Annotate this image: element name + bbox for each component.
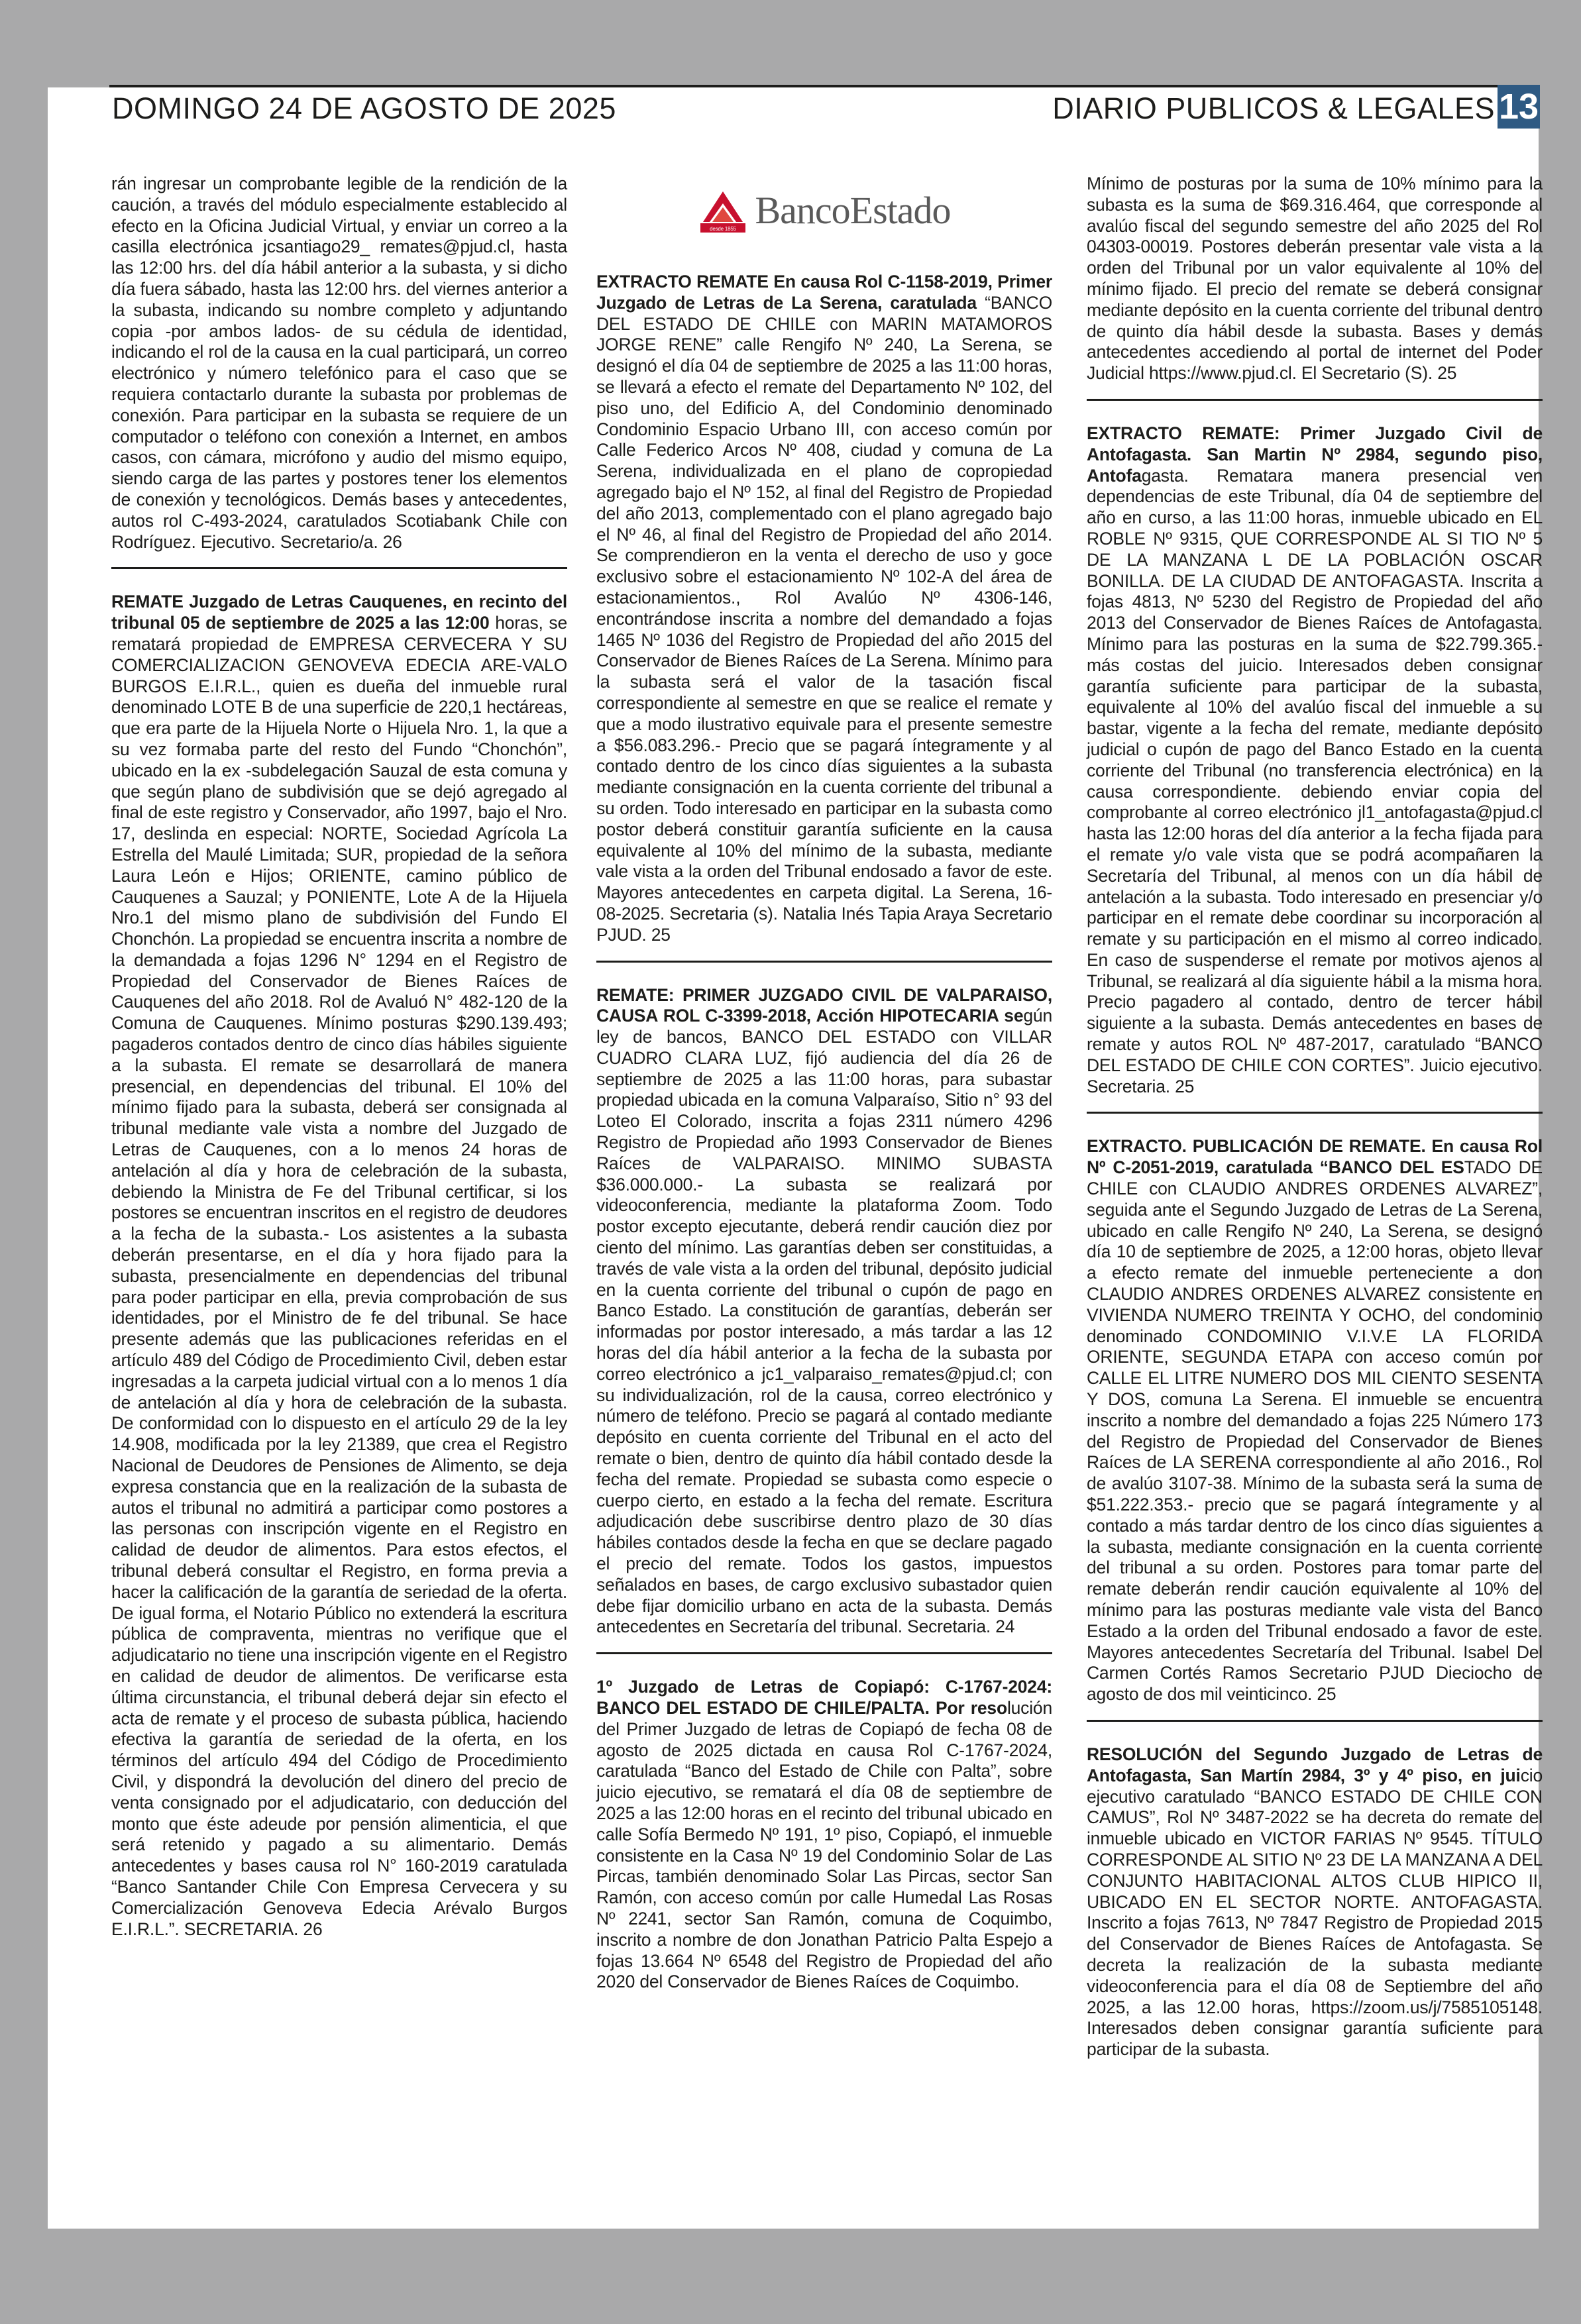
notice-body: lución del Primer Juzgado de letras de Copiapó de fecha 08 de agosto de 2025 dictada en causa Rol C-1767-2024, caratulada “Banco del Estado de Chile con Palta”, sobre juicio ejecutivo, se rematará el día 08 de septiembre de 2025 a las 12:00 horas en el recinto del tribunal ubicado en calle Sofía Bermedo Nº 191, 1º piso, Copiapó, el inmueble consistente en la Casa Nº 19 del Condominio Solar de Las Pircas, también denominado Solar Las Pircas, sector San Ramón, con acceso común por calle Humedal Las Rosas Nº 2241, sector San Ramón, comuna de Coquimbo, inscrito a nombre de don Jonathan Patricio Palta Espejo a fojas 13.664 Nº 6548 del Registro de Propiedad del año 2020 del Conservador de Bienes Raíces de Coquimbo. <box>596 1698 1052 1992</box>
notice-heading: RESOLUCIÓN del Segundo Juzgado de Letras de Antofagasta, San Martín 2984, 3º y 4º piso, en jui <box>1087 1744 1543 1785</box>
notice-antofagasta-1 <box>1087 423 1543 1114</box>
notice-body: gasta. Rematara manera presencial ven dependencias de este Tribunal, día 04 de septiembre del año en curso, a las 11:00 horas, inmueble ubicado en EL ROBLE Nº 9315, QUE CORRESPONDE AL SI TIO Nº 5 DE LA MANZANA L DE LA POBLACIÓN OSCAR BONILLA. DE LA CIUDAD DE ANTOFAGASTA. Inscrita a fojas 4813, Nº 5230 del Registro de Propiedad del año 2013 del Conservador de Bienes Raíces de Antofagasta. Mínimo para las posturas en la suma de $22.799.365.- más costas del juicio. Interesados deben consignar garantía suficiente para participar de la subasta, equivalente al 10% del avalúo fiscal del inmueble a su bastar, vigente a la fecha del remate, mediante depósito judicial o cupón de pago del Banco Estado en la cuenta corriente del Tribunal (no transferencia electrónica) en la causa correspondiente. debiendo enviar copia del comprobante al correo electrónico jl1_antofagasta@pjud.cl hasta las 12:00 horas del día anterior a la fecha fijada para el remate y/o vale vista que se podrá acompañaren la Secretaría del Tribunal, al menos con un día hábil de antelación a la subasta. Todo interesado en presenciar y/o participar en el remate debe coordinar su incorporación al remate y su participación en el mismo al correo indicado. En caso de suspenderse el remate por motivos ajenos al Tribunal, se realizará al día siguiente hábil a la misma hora. Precio pagadero al contado, dentro de tercer hábil siguiente a la subasta. Demás antecedentes en bases de remate y autos ROL Nº 487-2017, caratulado “BANCO DEL ESTADO DE CHILE CON CORTES”. Juicio ejecutivo. Secretaria. 25 <box>1087 465 1543 1096</box>
notice-antofagasta-2 <box>1087 1744 1543 2075</box>
notice-valparaiso <box>596 985 1052 1655</box>
notice-heading: REMATE Juzgado de Letras Cauquenes, en recinto del tribunal 05 de septiembre de 2025 a las 12:00 <box>111 592 567 633</box>
bancoestado-logo-icon <box>698 184 748 238</box>
notice-heading: REMATE: PRIMER JUZGADO CIVIL DE VALPARAISO, CAUSA ROL C-3399-2018, Acción HIPOTECARIA se <box>596 984 1052 1026</box>
column-3 <box>1087 174 1543 2097</box>
notice-body: horas, se rematará propiedad de EMPRESA CERVECERA Y SU COMERCIALIZACION GENOVEVA EDECIA ARE-VALO BURGOS E.I.R.L., quien es dueña del inmueble rural denominado LOTE B de una superficie de 220,1 hectáreas, que era parte de la Hijuela Norte o Hijuela Nro. 1, la que a su vez formaba parte del resto del Fundo “Chonchón”, ubicado en la ex -subdelegación Sauzal de esta comuna y que según plano de subdivisión que se dejó agregado al final de este registro y Conservador, año 1997, bajo el Nro. 17, deslinda en especial: NORTE, Sociedad Agrícola La Estrella del Maulé Limitada; SUR, propiedad de la señora Laura León e Hijos; ORIENTE, camino público de Cauquenes a Sauzal; y PONIENTE, Lote A de la Hijuela Nro.1 del mismo plano de subdivisión del Fundo El Chonchón. La propiedad se encuentra inscrita a nombre de la demandada a fojas 1296 N° 1294 en el Registro de Propiedad del Conservador de Bienes Raíces de Cauquenes del año 2018. Rol de Avaluó N° 482-120 de la Comuna de Cauquenes. Mínimo posturas $290.139.493; pagaderos contados dentro de cinco días hábiles siguiente a la subasta. El remate se desarrollará de manera presencial, en dependencias del tribunal. El 10% del mínimo fijado para la subasta, deberá ser consignada al tribunal mediante vale vista a nombre del Juzgado de Letras de Cauquenes, con a lo menos 24 horas de antelación al día y hora de celebración de la subasta, debiendo la Ministra de Fe del Tribunal certificar, si los postores se encuentran inscritos en el registro de deudores a la fecha de la subasta.- Los asistentes a la subasta deberán presentarse, en el día y hora fijado para la subasta, presencialmente en dependencias del tribunal para poder participar en ella, previa comprobación de sus identidades, por el Ministro de fe del tribunal. Se hace presente además que las publicaciones referidas en el artículo 489 del Código de Procedimiento Civil, deben estar ingresadas a la carpeta judicial virtual con a lo menos 1 día de antelación al día y hora de celebración de la subasta. De conformidad con lo dispuesto en el artículo 29 de la ley 14.908, modificada por la ley 21389, que crea el Registro Nacional de Deudores de Pensiones de Alimento, se deja expresa constancia que en la realización de la subasta de autos el tribunal no admitirá a participar como postores a las personas con inscripción vigente en el Registro en calidad de deudor de alimentos. Para estos efectos, el tribunal deberá consultar el Registro, en forma previa a hacer la calificación de la garantía de seriedad de la oferta. De igual forma, el Notario Público no extenderá la escritura pública de compraventa, mientras no verifique que el adjudicatario no tiene una inscripción vigente en el Registro en calidad de deudor de alimentos. De verificarse esta última circunstancia, el tribunal deberá dejar sin efecto el acta de remate y el proceso de subasta pública, haciendo efectiva la garantía de seriedad de la oferta, en los términos del artículo 494 del Código de Procedimiento Civil, y dispondrá la devolución del dinero del precio de venta consignado por el adjudicatario, con deducción del monto que éste adeude por pensión alimenticia, el que será retenido y pagado a su alimentario. Demás antecedentes y bases causa rol N° 160-2019 caratulada “Banco Santander Chile Con Empresa Cervecera y su Comercialización Genoveva Edecia Arévalo Burgos E.I.R.L.”. SECRETARIA. 26 <box>111 613 567 1939</box>
notice-continuation <box>1087 174 1543 401</box>
notice-heading: 1º Juzgado de Letras de Copiapó: C-1767-2024: BANCO DEL ESTADO DE CHILE/PALTA. Por reso <box>596 1677 1052 1718</box>
notice-body: “BANCO DEL ESTADO DE CHILE con MARIN MATAMOROS JORGE RENE” calle Rengifo Nº 240, La Serena, se designó el día 04 de septiembre de 2025 a las 11:00 horas, se llevará a efecto el remate del Departamento Nº 102, del piso uno, del Edificio A, del Condominio denominado Condominio Espacio Urbano III, con acceso común por Calle Federico Arcos Nº 408, ciudad y comuna de La Serena, individualizada en el plano de copropiedad agregado bajo el Nº 152, al final del Registro de Propiedad del año 2013, complementado con el plano agregado bajo el Nº 46, al final del Registro de Propiedad del año 2014. Se comprendieron en la venta el derecho de uso y goce exclusivo sobre el estacionamiento Nº 102-A del área de estacionamientos., Rol Avalúo Nº 4306-146, encontrándose inscrita a nombre del demandado a fojas 1465 Nº 1036 del Registro de Propiedad del año 2015 del Conservador de Bienes Raíces de La Serena. Mínimo para la subasta será el valor de la tasación fiscal correspondiente al semestre en que se realice el remate y que a modo ilustrativo equivale para el presente semestre a $56.083.296.- Precio que se pagará íntegramente y al contado dentro de los cinco días siguientes a la subasta mediante consignación en la cuenta corriente del tribunal a su orden. Todo interesado en participar en la subasta como postor deberá constituir garantía suficiente en la causa equivalente al 10% del mínimo de la subasta, mediante vale vista a la orden del Tribunal endosado a favor de este. Mayores antecedentes en carpeta digital. La Serena, 16-08-2025. Secretaria (s). Natalia Inés Tapia Araya Secretario PJUD. 25 <box>596 292 1052 945</box>
notice-body: Mínimo de posturas por la suma de 10% mínimo para la subasta es la suma de $69.316.464, que corresponde al avalúo fiscal del segundo semestre del año 2025 del Rol 04303-00019. Postores deberán presentar vale vista a la orden del Tribunal por un valor equivalente al 10% del mínimo fijado. El precio del remate se deberá consignar mediante depósito en la cuenta corriente del tribunal dentro de quinto día hábil desde la subasta. Bases y demás antecedentes accediendo al portal de internet del Poder Judicial https://www.pjud.cl. El Secretario (S). 25 <box>1087 174 1543 384</box>
notice-la-serena-1 <box>596 272 1052 963</box>
notice-heading: EXTRACTO REMATE En causa Rol C-1158-2019, Primer Juzgado de Letras de La Serena, caratulada <box>596 272 1052 313</box>
logo-tagline: desde 1855 <box>710 226 737 232</box>
notice-body: gún ley de bancos, BANCO DEL ESTADO con VILLAR CUADRO CLARA LUZ, fijó audiencia del día 26 de septiembre de 2025 a las 11:00 horas, para subastar propiedad ubicada en la comuna Valparaíso, Sitio n° 93 del Loteo El Colorado, inscrita a fojas 2311 número 4296 Registro de Propiedad año 1993 Conservador de Bienes Raíces de VALPARAISO. MINIMO SUBASTA $36.000.000.- La subasta se realizará por videoconferencia, mediante la plataforma Zoom. Todo postor excepto ejecutante, deberá rendir caución diez por ciento del mínimo. Las garantías deben ser constituidas, a través de vale vista a la orden del tribunal, depósito judicial en la cuenta corriente del tribunal o cupón de pago en Banco Estado. La constitución de garantías, deberán ser informadas por postor interesado, a más tardar a las 12 horas del día hábil anterior a la fecha de la subasta por correo electrónico a jc1_valparaiso_remates@pjud.cl; con su individualización, rol de la causa, correo electrónico y número de teléfono. Precio se pagará al contado mediante depósito en cuenta corriente del Tribunal en el acto del remate o bien, dentro de quinto día hábil contado desde la fecha del remate. Propiedad se subasta como especie o cuerpo cierto, en estado a la fecha del remate. Escritura adjudicación debe suscribirse dentro plazo de 30 días hábiles contados desde la fecha en que se declare pagado el precio del remate. Todos los gastos, impuestos señalados en bases, de cargo exclusivo subastador quien debe fijar domicilio urbano en acta de la subasta. Demás antecedentes en Secretaría del tribunal. Secretaria. 24 <box>596 1006 1052 1637</box>
notice-body: rán ingresar un comprobante legible de la rendición de la caución, a través del módulo especialmente establecido al efecto en la Oficina Judicial Virtual, y enviar un correo a la casilla electrónica jcsantiago29_ remates@pjud.cl, hasta las 12:00 hrs. del día hábil anterior a la subasta, y si dicho día fuera sábado, hasta las 12:00 hrs. del viernes anterior a la subasta, indicando su nombre completo y adjuntando copia -por ambos lados- de su cédula de identidad, indicando el rol de la causa en la cual participará, un correo electrónico y número telefónico para el caso que se requiera contactarlo durante la subasta por problemas de conexión. Para participar en la subasta se requiere de un computador o teléfono con conexión a Internet, en ambos casos, con cámara, micrófono y audio del mismo equipo, siendo carga de las partes y postores tener los elementos de conexión y tecnológicos. Demás bases y antecedentes, autos rol C-493-2024, caratulados Scotiabank Chile con Rodríguez. Ejecutivo. Secretario/a. 26 <box>111 174 567 552</box>
notice-body: TADO DE CHILE con CLAUDIO ANDRES ORDENES ALVAREZ”, seguida ante el Segundo Juzgado de Letras de La Serena, ubicado en calle Rengifo Nº 240, La Serena, se designó día 10 de septiembre de 2025, a 12:00 horas, objeto llevar a efecto remate del inmueble perteneciente a don CLAUDIO ANDRES ORDENES ALVAREZ consistente en VIVIENDA NUMERO TREINTA Y OCHO, del condominio denominado CONDOMINIO V.I.V.E LA FLORIDA ORIENTE, SEGUNDA ETAPA con acceso común por CALLE EL LITRE NUMERO DOS MIL CIENTO SESENTA Y DOS, comuna La Serena. El inmueble se encuentra inscrito a nombre del demandado a fojas 225 Número 173 del Registro de Propiedad del Conservador de Bienes Raíces de LA SERENA correspondiente al año 2016., Rol de avalúo 3107-38. Mínimo de la subasta será la suma de $51.222.353.- precio que se pagará íntegramente y al contado a más tardar dentro de los cinco días siguientes a la subasta, mediante consignación en la cuenta corriente del tribunal a su orden. Postores para tomar parte del remate deberán rendir caución equivalente al 10% del mínimo para las posturas mediante vale vista del Banco Estado a la orden del Tribunal endosado a favor de este. Mayores antecedentes Secretaría del Tribunal. Isabel Del Carmen Cortés Ramos Secretario PJUD Dieciocho de agosto de dos mil veinticinco. 25 <box>1087 1157 1543 1705</box>
notice-scotiabank-continuation <box>111 174 567 569</box>
column-1 <box>111 174 567 1977</box>
logo-wordmark: BancoEstado <box>755 189 951 233</box>
column-2 <box>596 170 1052 2030</box>
notice-heading: EXTRACTO. PUBLICACIÓN DE REMATE. En causa Rol Nº C-2051-2019, caratulada “BANCO DEL ES <box>1087 1136 1543 1178</box>
page-header <box>109 85 1498 129</box>
notice-copiapo <box>596 1677 1052 2007</box>
notice-la-serena-2 <box>1087 1136 1543 1722</box>
header-section: DIARIO PUBLICOS & LEGALES <box>1052 91 1495 125</box>
header-date: DOMINGO 24 DE AGOSTO DE 2025 <box>112 91 616 125</box>
bancoestado-logo <box>596 170 1052 252</box>
notice-heading: EXTRACTO REMATE: Primer Juzgado Civil de Antofagasta. San Martin Nº 2984, segundo piso, Antofa <box>1087 423 1543 486</box>
notice-body: cio ejecutivo caratulado “BANCO ESTADO DE CHILE CON CAMUS”, Rol Nº 3487-2022 se ha decreta do remate del inmueble ubicado en VICTOR FARIAS Nº 9545. TÍTULO CORRESPONDE AL SITIO Nº 23 DE LA MANZANA A DEL CONJUNTO HABITACIONAL ALTOS CLUB HIPICO II, UBICADO EN EL SECTOR NORTE. ANTOFAGASTA. Inscrito a fojas 7613, Nº 7847 Registro de Propiedad 2015 del Conservador de Bienes Raíces de Antofagasta. Se decreta la realización de la subasta mediante videoconferencia para el día 08 de Septiembre del año 2025, a las 12.00 horas, https://zoom.us/j/7585105148. Interesados deben consignar garantía suficiente para participar de la subasta. <box>1087 1765 1543 2060</box>
page-number: 13 <box>1498 85 1540 129</box>
notice-cauquenes <box>111 592 567 1954</box>
